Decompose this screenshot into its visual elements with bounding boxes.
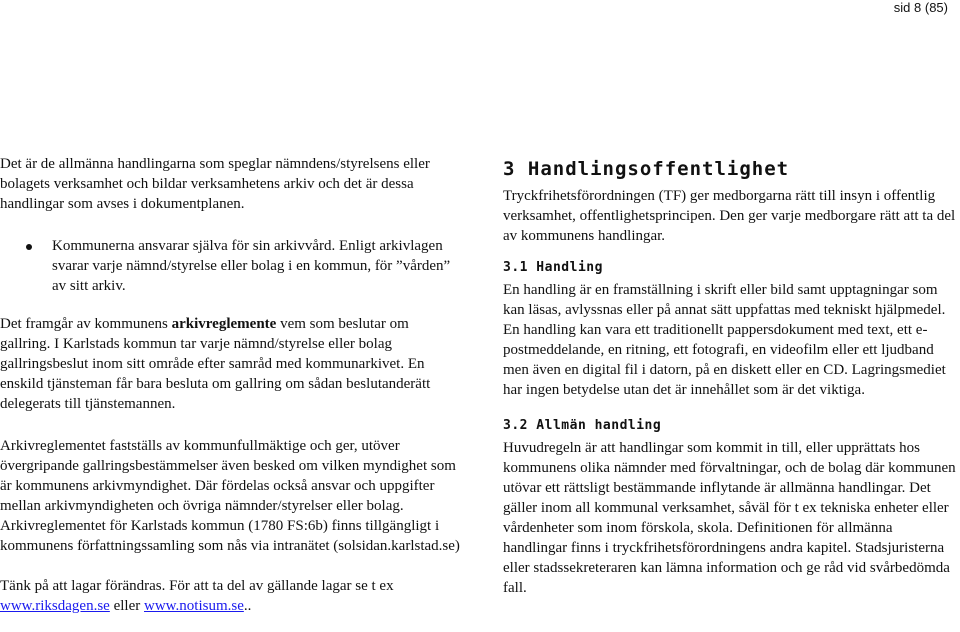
arkivreglementet-paragraph: Arkivreglementet fastställs av kommunfullmäktige och ger, utöver övergripande gallringsbestämmelser även besked om vilken myndighet som är kommunens arkivmyndighet. Där fördelas också ansvar och uppgifter mellan arkivmyndigheten och övriga nämnder/styrelser eller bolag. Arkivreglementet för Karlstads kommun (1780 FS:6b) finns tillgängligt i kommunens författningssamling som nås via intranätet (solsidan.karlstad.se) — [0, 438, 460, 554]
bullet-item: Kommunerna ansvarar själva för sin arkivvård. Enligt arkivlagen svarar varje nämnd/styrelse eller bolag i en kommun, för ”vården” av sitt arkiv. — [0, 236, 462, 296]
section-heading: 3 Handlingsoffentlighet — [503, 158, 790, 180]
reglemente-paragraph — [0, 314, 462, 414]
riksdagen-link[interactable]: www.riksdagen.se — [0, 598, 110, 614]
subsection-heading-handling: 3.1 Handling — [503, 260, 603, 275]
laws-paragraph — [0, 576, 462, 616]
laws-note: Tänk på att lagar förändras. För att ta del av gällande lagar se t ex — [0, 578, 394, 594]
notisum-link[interactable]: www.notisum.se — [144, 598, 244, 614]
link-separator: eller — [109, 598, 144, 614]
subsection-heading-allman-handling: 3.2 Allmän handling — [503, 418, 662, 433]
link-end: .. — [243, 598, 252, 614]
reglemente-text-start: Det framgår av kommunens — [0, 316, 172, 332]
section-intro: Tryckfrihetsförordningen (TF) ger medborgarna rätt till insyn i offentlig verksamhet, offentlighetsprincipen. Den ger varje medborgare rätt att ta del av kommunens handlingar. — [503, 188, 956, 244]
bullet-list — [0, 236, 462, 296]
arkivreglemente-term: arkivreglemente — [171, 316, 277, 332]
left-column — [0, 154, 462, 616]
page-number: sid 8 (85) — [893, 0, 948, 15]
subsection-text-handling: En handling är en framställning i skrift eller bild samt upptagningar som kan läsas, avlyssnas eller på annat sätt uppfattas med tekniskt hjälpmedel. En handling kan vara ett traditionellt pappersdokument med text, ett e-postmeddelande, en ritning, ett fotografi, en videofilm eller ett ljudband men även en digital fil i datorn, på en diskett eller en CD. Lagringsmediet har ingen betydelse utan det är innehållet som är det viktiga. — [503, 282, 946, 398]
intro-paragraph: Det är de allmänna handlingarna som speglar nämndens/styrelsens eller bolagets verksamhet och bildar verksamhetens arkiv och det är dessa handlingar som avses i dokumentplanen. — [0, 156, 430, 212]
right-column — [503, 156, 958, 598]
subsection-text-allman-handling: Huvudregeln är att handlingar som kommit in till, eller upprättats hos kommunens olika nämnder med förvaltningar, och de bolag där kommunen utövar ett rättsligt bestämmande inflytande är allmänna handlingar. Det gäller inom all kommunal verksamhet, såväl för t ex tekniska enheter eller vårdenheter som inom förskola, skola. Definitionen för allmänna handlingar finns i tryckfrihetsförordningens andra kapitel. Stadsjuristerna eller stadssekreteraren kan lämna information och ge råd vid svårbedömda fall. — [503, 440, 956, 596]
reglemente-text-end: vem som beslutar om gallring. I Karlstads kommun tar varje nämnd/styrelse eller bolag gallringsbeslut inom sitt område efter samråd med kommunarkivet. En enskild tjänsteman får bara besluta om gallring om sådan beslutanderätt delegerats till tjänstemannen. — [0, 316, 431, 412]
